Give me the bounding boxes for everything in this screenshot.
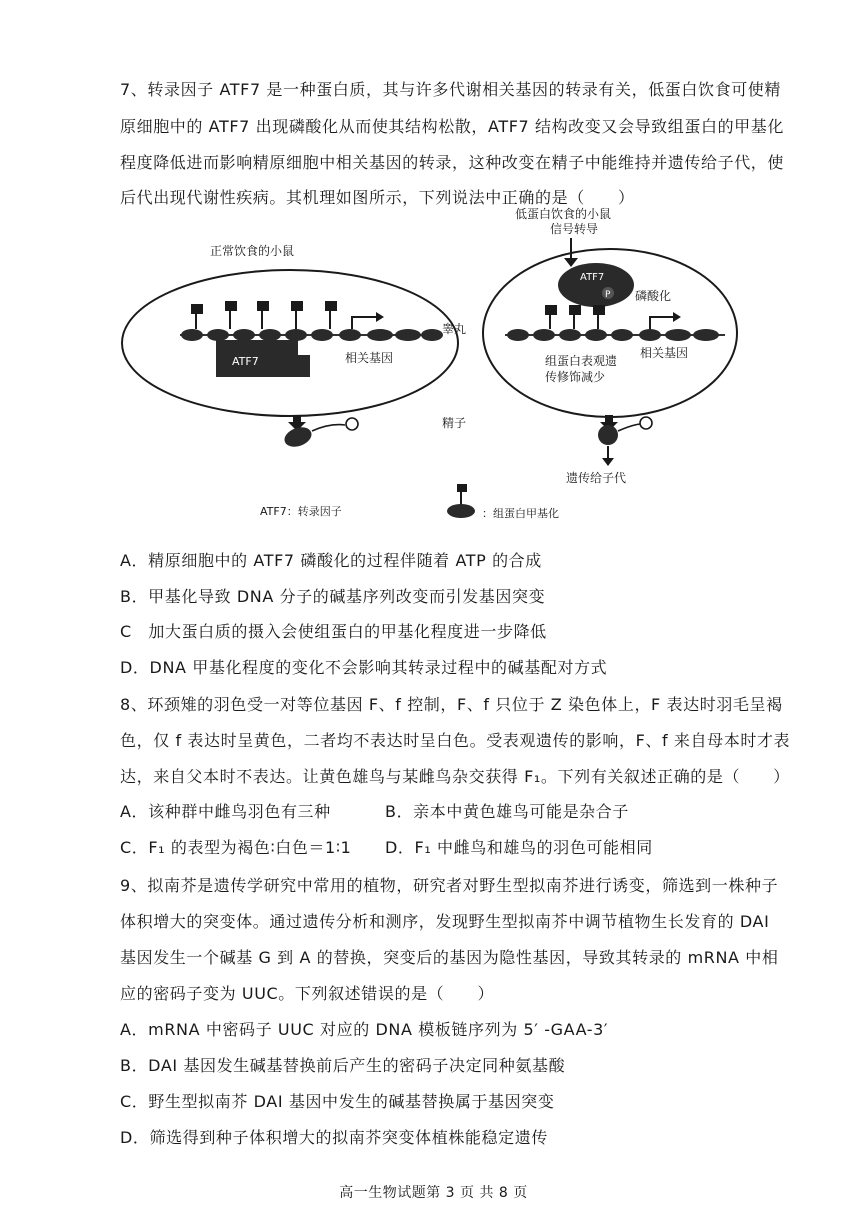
q7-option-b: B．甲基化导致 DNA 分子的碱基序列改变而引发基因突变: [120, 587, 546, 606]
related-gene-right: 相关基因: [640, 346, 689, 360]
related-gene-left: 相关基因: [345, 351, 394, 365]
sperm-label: 精子: [442, 416, 467, 430]
legend-atf7: ATF7：转录因子: [260, 505, 342, 518]
q7-stem-line-4: 后代出现代谢性疾病。其机理如图所示，下列说法中正确的是（ ）: [120, 188, 635, 207]
sperm-right: [598, 425, 618, 445]
phosphate-label: P: [605, 290, 611, 300]
inherit-label: 遗传给子代: [566, 471, 627, 485]
q7-stem-line-3: 程度降低进而影响精原细胞中相关基因的转录，这种改变在精子中能维持并遗传给子代，使: [120, 153, 785, 172]
q9-option-c: C．野生型拟南芥 DAI 基因中发生的碱基替换属于基因突变: [120, 1092, 555, 1111]
right-title-2: 信号转导: [550, 222, 599, 236]
q8-option-c: C．F₁ 的表型为褐色∶白色＝1∶1: [120, 838, 352, 857]
q7-stem-line-1: 7、转录因子 ATF7 是一种蛋白质，其与许多代谢相关基因的转录有关，低蛋白饮食可使精: [120, 80, 782, 99]
q7-option-c: C 加大蛋白质的摄入会使组蛋白的甲基化程度进一步降低: [120, 622, 547, 641]
q9-stem-line-4: 应的密码子变为 UUC。下列叙述错误的是（ ）: [120, 984, 495, 1003]
left-title: 正常饮食的小鼠: [210, 244, 295, 258]
q9-option-d: D．筛选得到种子体积增大的拟南芥突变体植株能稳定遗传: [120, 1128, 548, 1147]
sperm-left: [282, 424, 314, 450]
legend-methylation: ：组蛋白甲基化: [482, 507, 559, 520]
methylation-legend-icon: [447, 484, 475, 518]
right-title-1: 低蛋白饮食的小鼠: [515, 207, 612, 221]
atf7-label-right: ATF7: [580, 272, 605, 283]
q8-option-a: A．该种群中雌鸟羽色有三种: [120, 802, 331, 821]
epigenetic-label-2: 传修饰减少: [545, 370, 606, 384]
q8-stem-line-2: 色，仅 f 表达时呈黄色，二者均不表达时呈白色。受表观遗传的影响，F、f 来自母本时才表: [120, 731, 791, 750]
q8-option-d: D．F₁ 中雌鸟和雄鸟的羽色可能相同: [385, 838, 653, 857]
testis-label: 睾丸: [442, 322, 467, 336]
q9-stem-line-2: 体积增大的突变体。通过遗传分析和测序，发现野生型拟南芥中调节植物生长发育的 DAI: [120, 912, 770, 931]
atf7-label-left: ATF7: [232, 355, 259, 368]
q8-stem-line-3: 达，来自父本时不表达。让黄色雄鸟与某雌鸟杂交获得 F₁。下列有关叙述正确的是（ ）: [120, 767, 790, 786]
q7-stem-line-2: 原细胞中的 ATF7 出现磷酸化从而使其结构松散，ATF7 结构改变又会导致组蛋白的甲基化: [120, 117, 784, 136]
q9-stem-line-1: 9、拟南芥是遗传学研究中常用的植物，研究者对野生型拟南芥进行诱变，筛选到一株种子: [120, 876, 779, 895]
q7-option-a: A．精原细胞中的 ATF7 磷酸化的过程伴随着 ATP 的合成: [120, 551, 542, 570]
atf7-protein-left: [216, 340, 310, 377]
q9-stem-line-3: 基因发生一个碱基 G 到 A 的替换，突变后的基因为隐性基因，导致其转录的 mRNA 中相: [120, 948, 779, 967]
q9-option-b: B．DAI 基因发生碱基替换前后产生的密码子决定同种氨基酸: [120, 1056, 566, 1075]
q9-option-a: A．mRNA 中密码子 UUC 对应的 DNA 模板链序列为 5′ -GAA-3′: [120, 1020, 609, 1039]
phosphorylation-label: 磷酸化: [635, 289, 672, 303]
q8-stem-line-1: 8、环颈雉的羽色受一对等位基因 F、f 控制，F、f 只位于 Z 染色体上，F 表达时羽毛呈褐: [120, 695, 783, 714]
q8-option-b: B．亲本中黄色雄鸟可能是杂合子: [385, 802, 629, 821]
atf7-mechanism-diagram: [120, 205, 740, 535]
atf7-protein-right: [558, 263, 634, 307]
q7-option-d: D．DNA 甲基化程度的变化不会影响其转录过程中的碱基配对方式: [120, 658, 608, 677]
page-footer: 高一生物试题第 3 页 共 8 页: [339, 1185, 528, 1201]
epigenetic-label-1: 组蛋白表观遗: [545, 354, 618, 368]
